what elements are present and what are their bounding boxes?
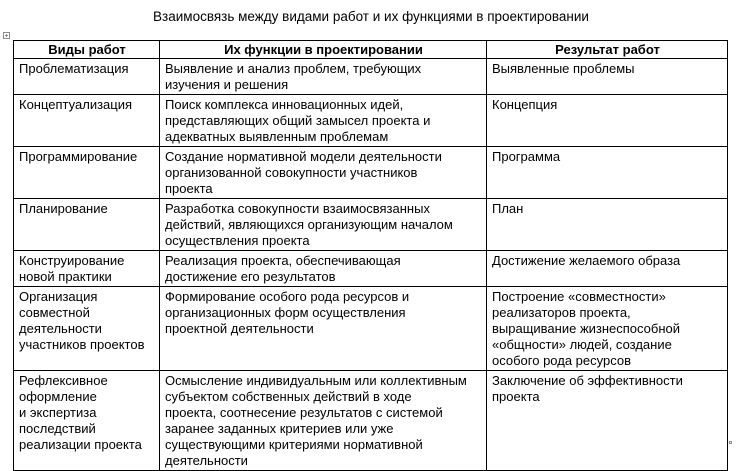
document-title: Взаимосвязь между видами работ и их функциями в проектировании bbox=[153, 9, 589, 24]
functions-table bbox=[13, 40, 728, 471]
header-result: Результат работ bbox=[487, 41, 728, 59]
table-row bbox=[14, 95, 728, 147]
cell-function: Поиск комплекса инновационных идей, представляющих общий замысел проекта и адекватных выявленным проблемам bbox=[160, 95, 487, 147]
table-row bbox=[14, 199, 728, 251]
cell-result: Выявленные проблемы bbox=[487, 59, 728, 95]
cell-function: Создание нормативной модели деятельности организованной совокупности участников проекта bbox=[160, 147, 487, 199]
cell-result: Заключение об эффективности проекта bbox=[487, 371, 728, 471]
table-row bbox=[14, 371, 728, 471]
table-row bbox=[14, 287, 728, 371]
cell-result: Достижение желаемого образа bbox=[487, 251, 728, 287]
cell-work-type: Организация совместной деятельности участников проектов bbox=[14, 287, 160, 371]
cell-work-type: Конструирование новой практики bbox=[14, 251, 160, 287]
header-work-type: Виды работ bbox=[14, 41, 160, 59]
table-row bbox=[14, 147, 728, 199]
cell-work-type: Программирование bbox=[14, 147, 160, 199]
cell-result: План bbox=[487, 199, 728, 251]
cell-end-mark-icon bbox=[729, 441, 732, 444]
cell-work-type: Проблематизация bbox=[14, 59, 160, 95]
cell-function: Формирование особого рода ресурсов и организационных форм осуществления проектной деятельности bbox=[160, 287, 487, 371]
header-functions: Их функции в проектировании bbox=[160, 41, 487, 59]
cell-function: Осмысление индивидуальным или коллективным субъектом собственных действий в ходе проекта, соотнесение результатов с системой заранее заданных критериев или уже существующими критериями нормативной деятельности bbox=[160, 371, 487, 471]
cell-result: Концепция bbox=[487, 95, 728, 147]
table-header-row bbox=[14, 41, 728, 59]
cell-function: Разработка совокупности взаимосвязанных действий, являющихся организующим началом осуществления проекта bbox=[160, 199, 487, 251]
table-row bbox=[14, 251, 728, 287]
cell-work-type: Рефлексивное оформление и экспертиза последствий реализации проекта bbox=[14, 371, 160, 471]
cell-result: Программа bbox=[487, 147, 728, 199]
table-move-handle-icon[interactable] bbox=[3, 32, 10, 39]
cell-function: Реализация проекта, обеспечивающая достижение его результатов bbox=[160, 251, 487, 287]
cell-work-type: Концептуализация bbox=[14, 95, 160, 147]
cell-result: Построение «совместности» реализаторов проекта, выращивание жизнеспособной «общности» людей, создание особого рода ресурсов bbox=[487, 287, 728, 371]
cell-function: Выявление и анализ проблем, требующих изучения и решения bbox=[160, 59, 487, 95]
cell-work-type: Планирование bbox=[14, 199, 160, 251]
table-row bbox=[14, 59, 728, 95]
